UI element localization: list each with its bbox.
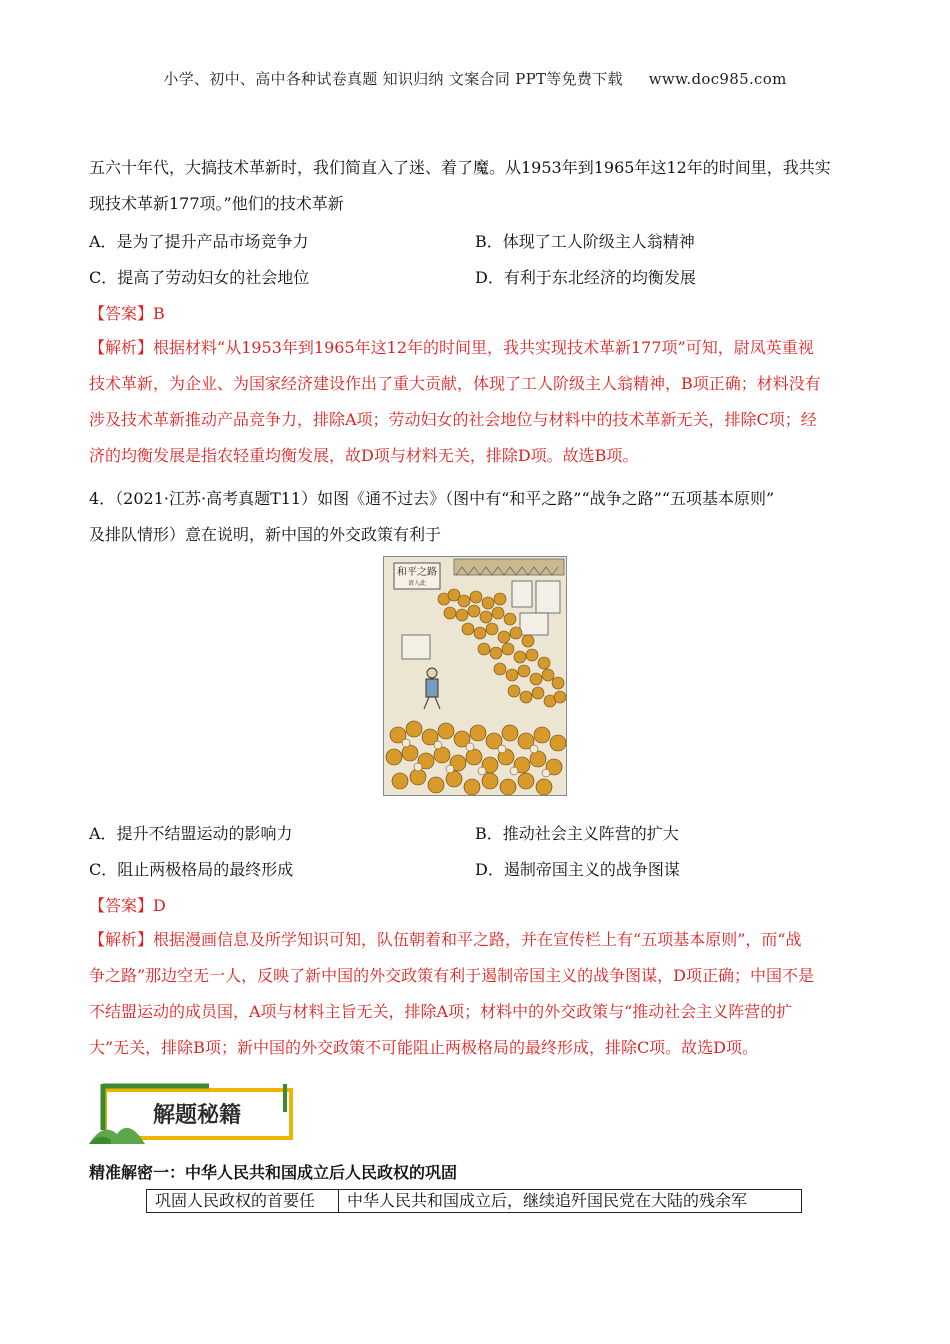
q3-option-b: B．体现了工人阶级主人翁精神 xyxy=(475,232,695,251)
cartoon-sign-subtext: 请入此 xyxy=(407,580,427,587)
q4-option-a: A．提升不结盟运动的影响力 xyxy=(89,824,293,843)
q3-option-d: D．有利于东北经济的均衡发展 xyxy=(475,268,696,287)
knowledge-table xyxy=(146,1189,802,1213)
q4-analysis-line-2: 争之路”那边空无一人，反映了新中国的外交政策有利于遏制帝国主义的战争图谋，D项正确；中国不是 xyxy=(89,966,815,985)
header-site-link[interactable]: www.doc985.com xyxy=(648,70,787,88)
q3-answer: 【答案】B xyxy=(89,304,165,323)
q3-analysis-label: 【解析】 xyxy=(89,338,154,357)
section-banner xyxy=(89,1082,299,1148)
q3-option-c: C．提高了劳动妇女的社会地位 xyxy=(89,268,310,287)
q3-analysis xyxy=(89,330,864,474)
q3-analysis-line-1: 根据材料“从1953年到1965年这12年的时间里，我共实现技术革新177项”可知，尉凤英重视 xyxy=(153,338,814,357)
cartoon-illustration xyxy=(384,557,567,796)
banner-label: 解题秘籍 xyxy=(152,1103,242,1128)
q3-stem-line-1: 五六十年代，大搞技术革新时，我们简直入了迷、着了魔。从1953年到1965年这12年的时间里，我共实 xyxy=(89,158,831,177)
q4-answer: 【答案】D xyxy=(89,896,166,915)
table-row xyxy=(147,1190,802,1213)
q4-stem-line-1: 4．（2021·江苏·高考真题T11）如图《通不过去》（图中有“和平之路”“战争之路”“五项基本原则” xyxy=(89,489,775,508)
q3-analysis-line-4: 济的均衡发展是指农轻重均衡发展，故D项与材料无关，排除D项。故选B项。 xyxy=(89,446,639,465)
q4-option-b: B．推动社会主义阵营的扩大 xyxy=(475,824,679,843)
q3-stem xyxy=(89,150,864,222)
q4-analysis xyxy=(89,922,864,1066)
q3-stem-line-2: 现技术革新177项。”他们的技术革新 xyxy=(89,194,344,213)
q4-option-c: C．阻止两极格局的最终形成 xyxy=(89,860,294,879)
q3-analysis-line-3: 涉及技术革新推动产品竞争力，排除A项；劳动妇女的社会地位与材料中的技术革新无关，排除C项；经 xyxy=(89,410,817,429)
section-title: 精准解密一：中华人民共和国成立后人民政权的巩固 xyxy=(89,1163,458,1182)
q4-stem-line-2: 及排队情形）意在说明，新中国的外交政策有利于 xyxy=(89,525,442,544)
q4-option-d: D．遏制帝国主义的战争图谋 xyxy=(475,860,680,879)
q4-analysis-label: 【解析】 xyxy=(89,930,154,949)
banner-graphic xyxy=(89,1082,299,1148)
q3-option-a: A．是为了提升产品市场竞争力 xyxy=(89,232,309,251)
q4-analysis-line-1: 根据漫画信息及所学知识可知，队伍朝着和平之路，并在宣传栏上有“五项基本原则”，而“战 xyxy=(153,930,802,949)
q4-analysis-line-3: 不结盟运动的成员国，A项与材料主旨无关，排除A项；材料中的外交政策与“推动社会主义阵营的扩 xyxy=(89,1002,793,1021)
table-cell-topic: 巩固人民政权的首要任 xyxy=(147,1190,339,1213)
q4-analysis-line-4: 大”无关，排除B项；新中国的外交政策不可能阻止两极格局的最终形成，排除C项。故选D项。 xyxy=(89,1038,759,1057)
page-header xyxy=(0,68,950,89)
q3-analysis-line-2: 技术革新，为企业、为国家经济建设作出了重大贡献，体现了工人阶级主人翁精神，B项正确；材料没有 xyxy=(89,374,821,393)
header-text: 小学、初中、高中各种试卷真题 知识归纳 文案合同 PPT等免费下载 xyxy=(163,70,623,88)
cartoon-image xyxy=(383,556,567,796)
q4-stem xyxy=(89,481,864,553)
cartoon-sign-text: 和平之路 xyxy=(397,567,437,578)
table-cell-content: 中华人民共和国成立后，继续追歼国民党在大陆的残余军 xyxy=(339,1190,802,1213)
